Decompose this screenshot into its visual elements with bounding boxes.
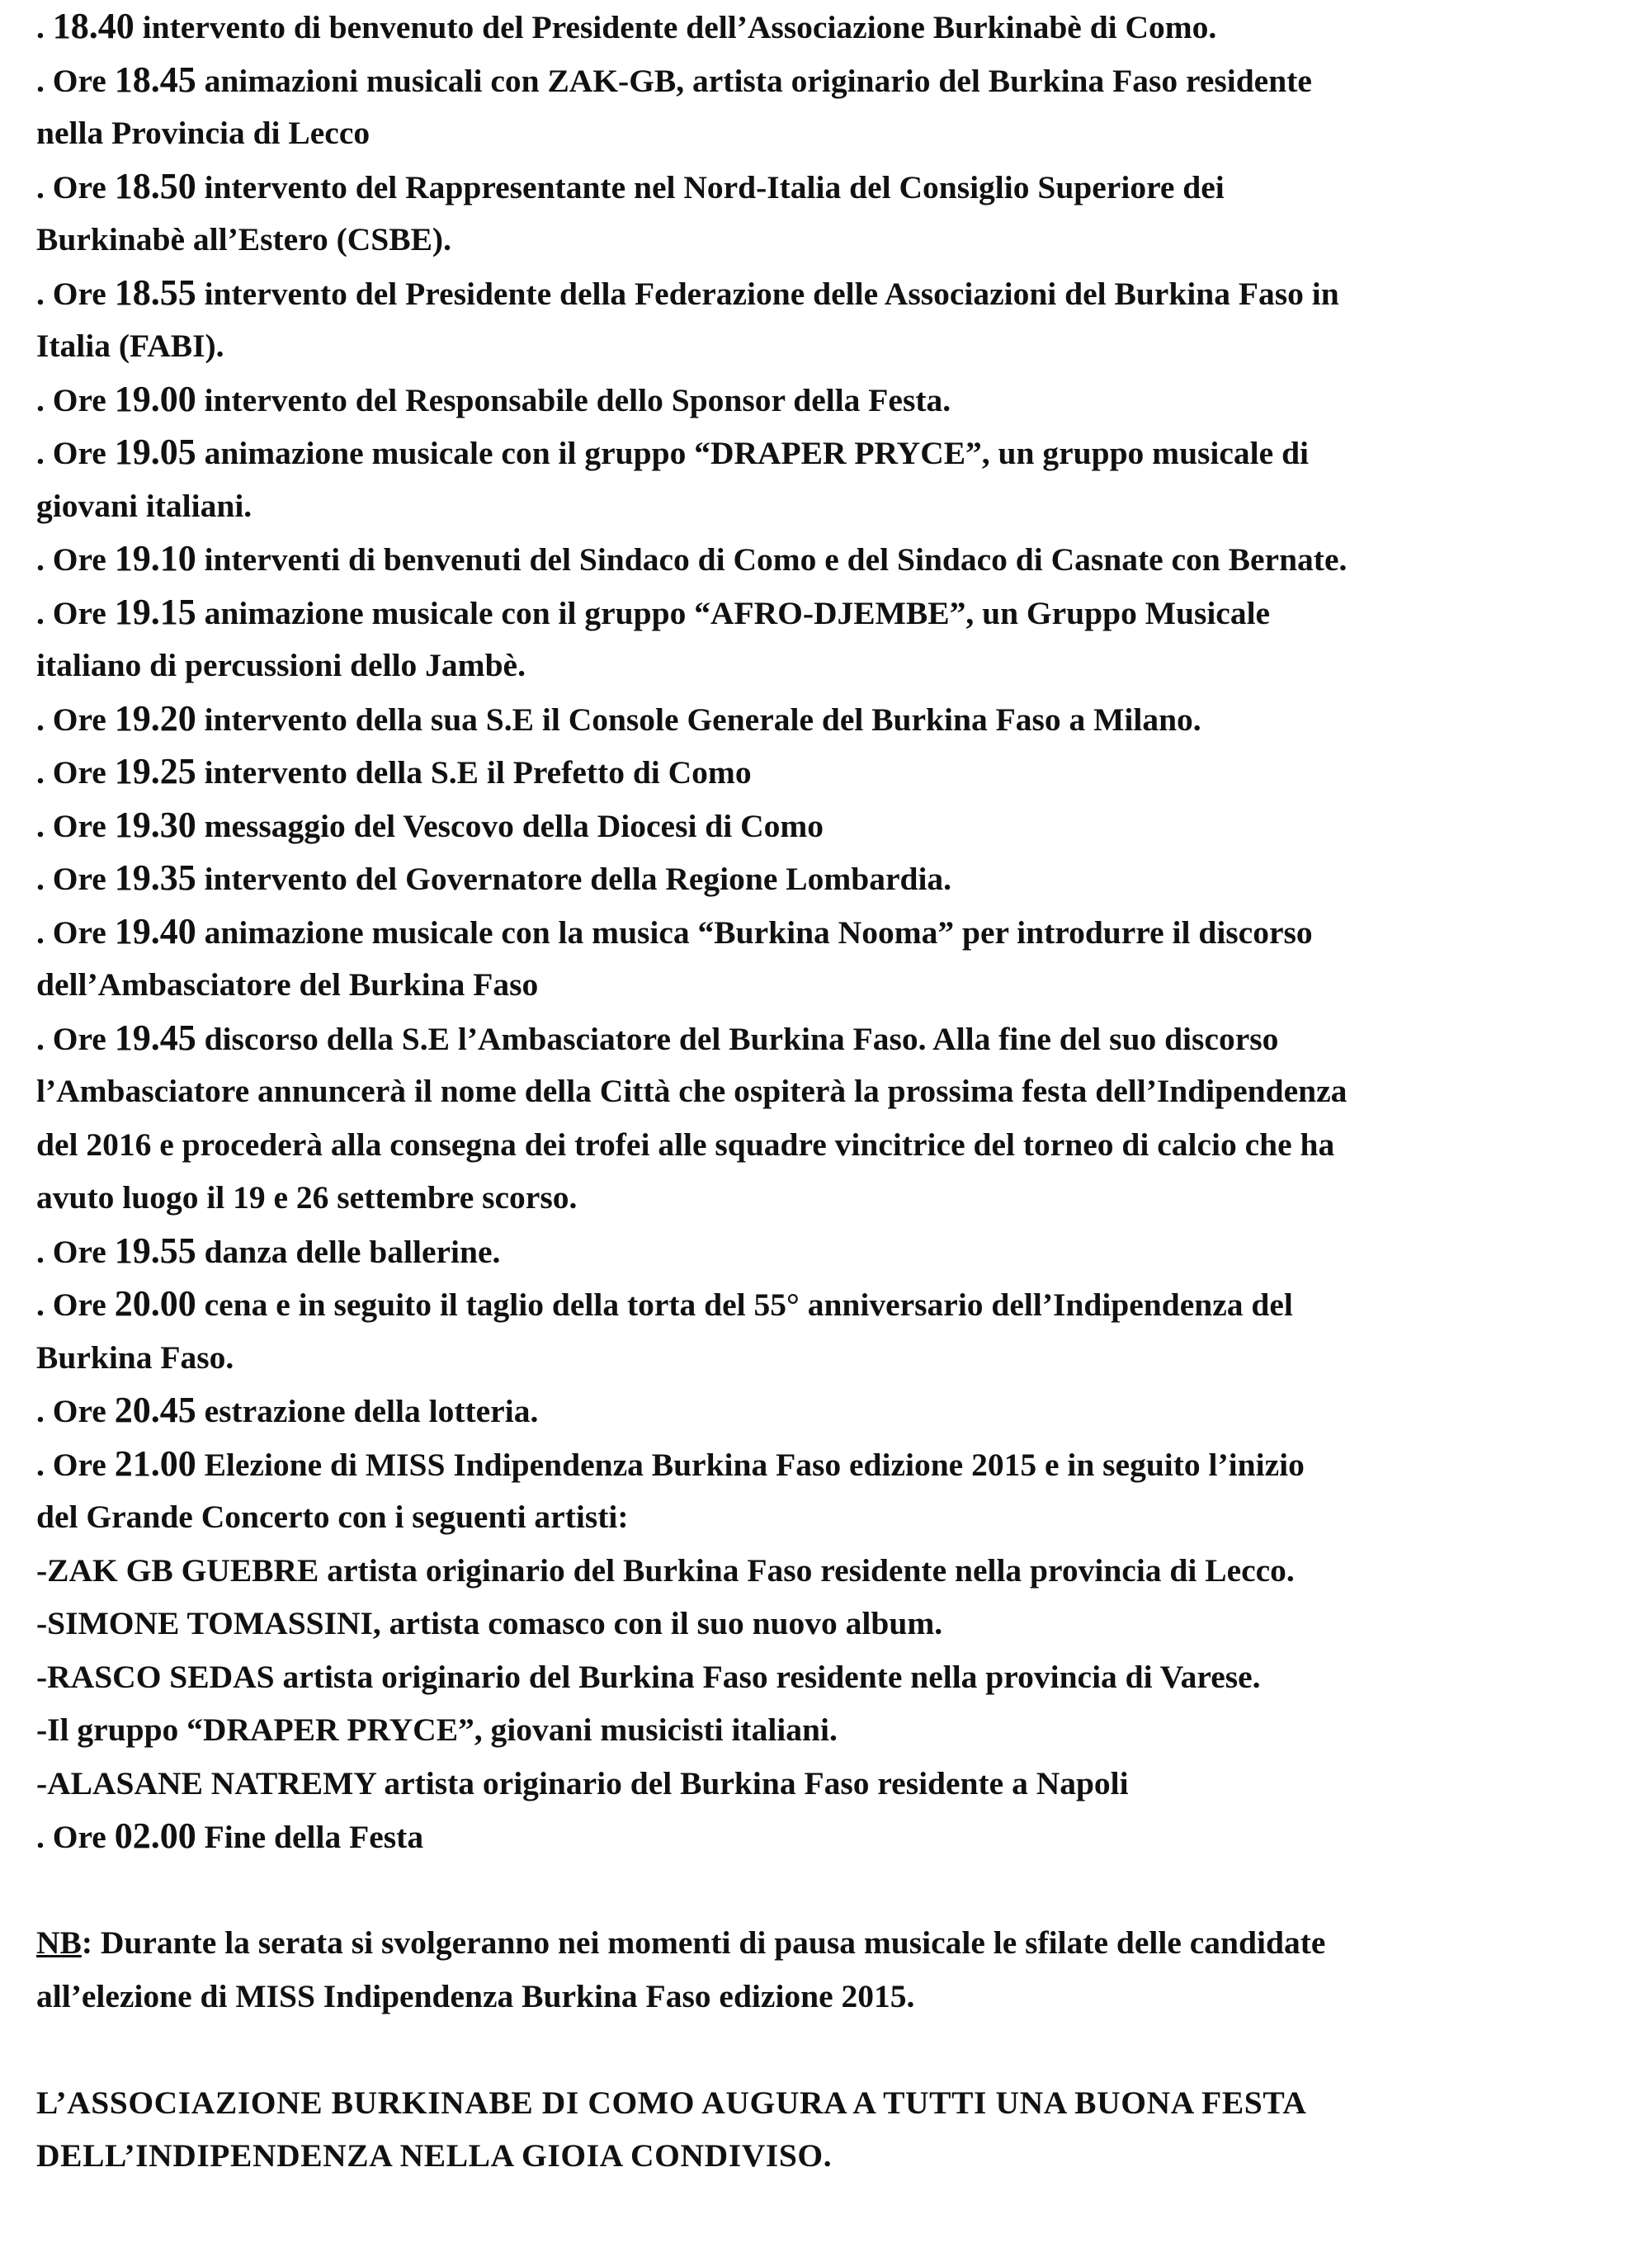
item-time: 02.00 — [114, 1816, 196, 1856]
item-time: 19.20 — [114, 697, 196, 739]
item-time: 20.45 — [114, 1390, 196, 1430]
schedule-item-first-line — [36, 1384, 1629, 1438]
item-time: 19.35 — [114, 857, 196, 898]
item-prefix: . Ore — [36, 754, 115, 791]
nb-label: NB — [36, 1924, 82, 1961]
item-time: 19.00 — [114, 378, 196, 419]
artist-item: -ALASANE NATREMY artista originario del Burkina Faso residente a Napoli — [36, 1764, 1129, 1801]
artist-list — [36, 1544, 1629, 1811]
artist-item: -SIMONE TOMASSINI, artista comasco con il suo nuovo album. — [36, 1605, 943, 1641]
item-time: 19.40 — [114, 910, 196, 951]
item-prefix: . Ore — [36, 1446, 115, 1483]
schedule-item-first-line — [36, 1438, 1629, 1491]
item-time: 19.55 — [114, 1230, 196, 1271]
item-prefix: . Ore — [36, 541, 115, 578]
item-prefix: . Ore — [36, 1233, 115, 1270]
schedule-item — [36, 692, 1629, 746]
item-prefix: . Ore — [36, 275, 115, 312]
schedule-item-first-line — [36, 54, 1629, 107]
schedule-item-first-line — [36, 532, 1629, 586]
artist-item: -ZAK GB GUEBRE artista originario del Burkina Faso residente nella provincia di Lecco. — [36, 1551, 1295, 1589]
item-text: intervento della sua S.E il Console Generale del Burkina Faso a Milano. — [196, 701, 1201, 738]
schedule-item — [36, 532, 1629, 586]
document-page — [36, 0, 1629, 2183]
schedule-item-continuation: Italia (FABI). — [36, 328, 224, 364]
item-text: intervento del Responsabile dello Sponsor della Festa. — [196, 381, 951, 418]
schedule-item-first-line — [36, 586, 1629, 640]
item-time: 19.25 — [114, 751, 196, 791]
schedule-item-first-line — [36, 745, 1629, 799]
schedule-item — [36, 1012, 1629, 1225]
schedule-item — [36, 1384, 1629, 1438]
closing-message — [36, 2076, 1629, 2183]
item-time: 18.40 — [52, 6, 135, 46]
item-time: 19.30 — [114, 804, 196, 845]
schedule-item — [36, 745, 1629, 799]
schedule-item — [36, 54, 1629, 160]
nb-text-line: : Durante la serata si svolgeranno nei momenti di pausa musicale le sfilate delle candidate — [81, 1924, 1326, 1961]
item-prefix: . Ore — [36, 381, 115, 418]
schedule-item — [36, 373, 1629, 427]
closing-line: L’ASSOCIAZIONE BURKINABE DI COMO AUGURA A TUTTI UNA BUONA FESTA — [36, 2084, 1307, 2121]
schedule-item-first-line — [36, 373, 1629, 427]
item-text: intervento del Presidente della Federazione delle Associazioni del Burkina Faso in — [196, 275, 1339, 312]
schedule-item-continuation: dell’Ambasciatore del Burkina Faso — [36, 966, 539, 1003]
item-text: Fine della Festa — [196, 1819, 424, 1855]
artist-item: -Il gruppo “DRAPER PRYCE”, giovani musicisti italiani. — [36, 1712, 838, 1748]
artist-item: -RASCO SEDAS artista originario del Burkina Faso residente nella provincia di Varese. — [36, 1658, 1261, 1695]
item-text: animazioni musicali con ZAK-GB, artista originario del Burkina Faso residente — [196, 62, 1312, 99]
schedule-item-continuation: Burkinabè all’Estero (CSBE). — [36, 221, 451, 257]
item-prefix: . Ore — [36, 594, 115, 631]
schedule-item-continuation: del 2016 e procederà alla consegna dei trofei alle squadre vincitrice del torneo di calcio che ha — [36, 1126, 1335, 1163]
item-prefix: . Ore — [36, 914, 115, 951]
item-text: cena e in seguito il taglio della torta del 55° anniversario dell’Indipendenza del — [196, 1287, 1293, 1323]
schedule-item-first-line — [36, 426, 1629, 479]
schedule-item-first-line — [36, 0, 1629, 54]
item-prefix: . Ore — [36, 168, 115, 205]
schedule-item — [36, 160, 1629, 267]
event-schedule — [36, 0, 1629, 1544]
item-prefix: . Ore — [36, 1287, 115, 1323]
spacer — [36, 2023, 1629, 2076]
item-text: animazione musicale con il gruppo “AFRO-DJEMBE”, un Gruppo Musicale — [196, 594, 1271, 631]
schedule-item-continuation: Burkina Faso. — [36, 1339, 234, 1376]
schedule-item-first-line — [36, 692, 1629, 746]
item-prefix: . Ore — [36, 1819, 115, 1855]
schedule-item — [36, 0, 1629, 54]
schedule-item-continuation: l’Ambasciatore annuncerà il nome della Città che ospiterà la prossima festa dell’Indipendenza — [36, 1073, 1348, 1109]
schedule-item — [36, 852, 1629, 905]
nb-text-line: all’elezione di MISS Indipendenza Burkina Faso edizione 2015. — [36, 1977, 915, 2014]
item-time: 19.10 — [114, 538, 196, 578]
item-prefix: . Ore — [36, 701, 115, 738]
item-text: interventi di benvenuti del Sindaco di Como e del Sindaco di Casnate con Bernate. — [196, 541, 1348, 578]
item-prefix: . Ore — [36, 435, 115, 471]
item-prefix: . Ore — [36, 1393, 115, 1429]
schedule-item-first-line — [36, 160, 1629, 214]
item-text: animazione musicale con la musica “Burkina Nooma” per introdurre il discorso — [196, 914, 1313, 951]
item-time: 19.05 — [114, 432, 196, 472]
item-text: intervento della S.E il Prefetto di Como — [196, 754, 752, 791]
item-text: estrazione della lotteria. — [196, 1393, 539, 1429]
schedule-item-first-line — [36, 799, 1629, 852]
schedule-item-first-line — [36, 1012, 1629, 1065]
item-time: 19.45 — [114, 1017, 196, 1058]
item-time: 18.50 — [114, 165, 196, 206]
schedule-item-first-line — [36, 852, 1629, 905]
item-text: intervento del Governatore della Regione Lombardia. — [196, 861, 952, 897]
schedule-item-first-line — [36, 905, 1629, 959]
schedule-item — [36, 1277, 1629, 1384]
schedule-item — [36, 905, 1629, 1012]
item-prefix: . Ore — [36, 62, 115, 99]
schedule-item — [36, 799, 1629, 852]
item-prefix: . Ore — [36, 1020, 115, 1057]
item-text: animazione musicale con il gruppo “DRAPER PRYCE”, un gruppo musicale di — [196, 435, 1310, 471]
schedule-item — [36, 426, 1629, 532]
item-time: 18.55 — [114, 272, 196, 313]
item-text: intervento di benvenuto del Presidente dell’Associazione Burkinabè di Como. — [134, 9, 1217, 45]
item-time: 21.00 — [114, 1442, 196, 1484]
item-time: 18.45 — [114, 59, 196, 100]
nb-note — [36, 1916, 1629, 2023]
item-prefix: . — [36, 9, 53, 45]
schedule-item — [36, 1438, 1629, 1544]
item-prefix: . Ore — [36, 861, 115, 897]
spacer — [36, 1863, 1629, 1917]
item-text: Elezione di MISS Indipendenza Burkina Faso edizione 2015 e in seguito l’inizio — [196, 1446, 1305, 1483]
schedule-item — [36, 586, 1629, 692]
schedule-item-first-line — [36, 1225, 1629, 1278]
schedule-item-first-line — [36, 267, 1629, 320]
item-text: discorso della S.E l’Ambasciatore del Burkina Faso. Alla fine del suo discorso — [196, 1020, 1279, 1057]
item-text: messaggio del Vescovo della Diocesi di Como — [196, 807, 824, 844]
schedule-item-continuation: del Grande Concerto con i seguenti artisti: — [36, 1499, 629, 1535]
schedule-item-continuation: nella Provincia di Lecco — [36, 115, 371, 151]
item-text: intervento del Rappresentante nel Nord-Italia del Consiglio Superiore dei — [196, 168, 1225, 205]
schedule-item-continuation: avuto luogo il 19 e 26 settembre scorso. — [36, 1179, 578, 1216]
closing-line: DELL’INDIPENDENZA NELLA GIOIA CONDIVISO. — [36, 2137, 833, 2174]
item-text: danza delle ballerine. — [196, 1233, 501, 1270]
item-prefix: . Ore — [36, 807, 115, 844]
schedule-item — [36, 1225, 1629, 1278]
schedule-item-final — [36, 1810, 1629, 1863]
item-time: 20.00 — [114, 1283, 196, 1324]
schedule-item-first-line — [36, 1277, 1629, 1331]
schedule-item — [36, 267, 1629, 373]
item-time: 19.15 — [114, 591, 196, 632]
schedule-item-continuation: italiano di percussioni dello Jambè. — [36, 647, 526, 683]
schedule-item-continuation: giovani italiani. — [36, 487, 253, 524]
